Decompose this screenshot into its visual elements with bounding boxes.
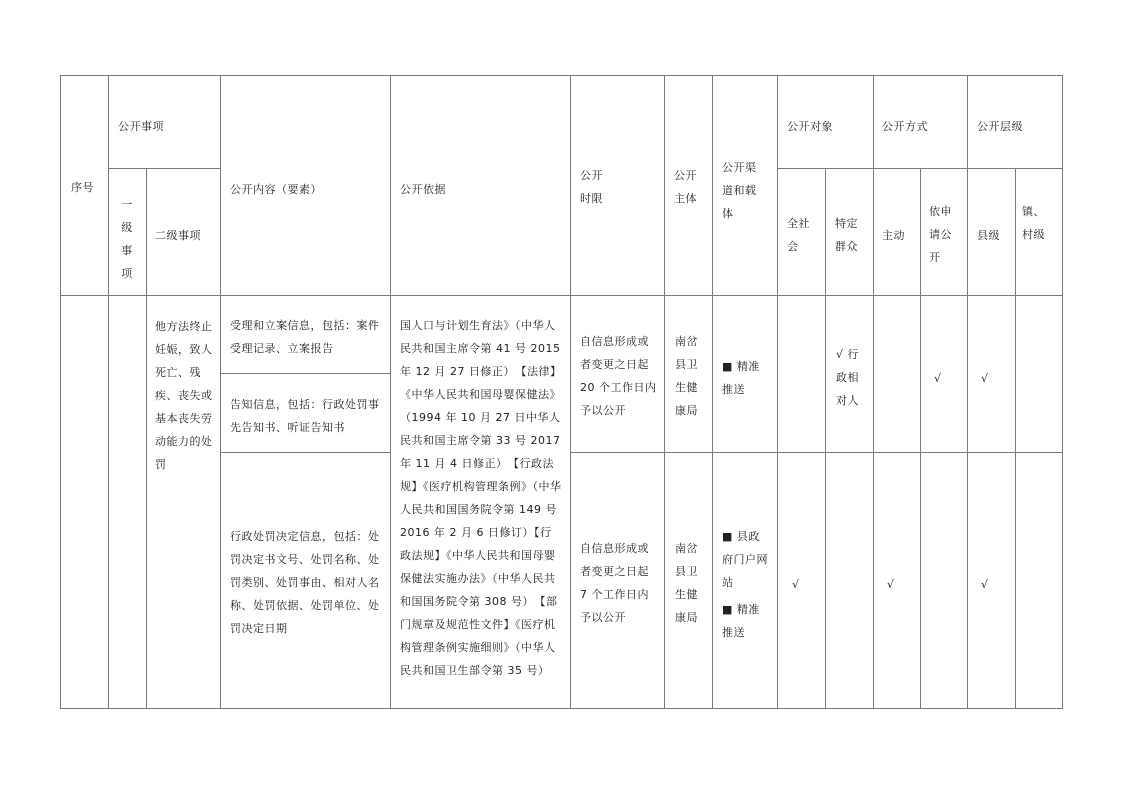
row-content-notice: 告知信息，包括：行政处罚事先告知书、听证告知书	[230, 398, 380, 434]
header-subject: 公开主体	[674, 169, 697, 205]
row-audience-specific-1: √ 行政相对人	[836, 348, 860, 407]
header-method: 公开方式	[882, 120, 928, 133]
row-check-county-2: √	[981, 578, 989, 591]
row-content-accept: 受理和立案信息，包括：案件受理记录、立案报告	[230, 319, 380, 355]
header-seq: 序号	[71, 181, 94, 194]
row-check-active-2: √	[887, 578, 895, 591]
header-items: 公开事项	[118, 120, 164, 133]
header-level2: 二级事项	[155, 229, 201, 242]
row-channel-2a: ■ 县政府门户网站	[722, 530, 768, 589]
row-channel-2b: ■ 精准推送	[722, 603, 760, 639]
row-check-request-1: √	[934, 372, 942, 385]
row-content-decision: 行政处罚决定信息，包括：处罚决定书文号、处罚名称、处罚类别、处罚事由、相对人名称、处罚依据、处罚单位、处罚决定日期	[230, 530, 380, 635]
row-time-limit-2: 自信息形成或者变更之日起 7 个工作日内予以公开	[580, 542, 649, 624]
header-method-active: 主动	[882, 229, 905, 242]
row-check-county-1: √	[981, 372, 989, 385]
header-audience: 公开对象	[787, 120, 833, 133]
row-item-level2: 他方法终止妊娠，致人死亡、残疾、丧失或基本丧失劳动能力的处罚	[155, 320, 213, 471]
header-audience-specific: 特定群众	[835, 217, 858, 253]
header-level1: 一级事项	[121, 198, 133, 280]
header-time-limit: 公开时限	[580, 169, 603, 205]
header-level: 公开层级	[977, 120, 1023, 133]
header-content: 公开内容（要素）	[230, 183, 322, 196]
header-level-town: 镇、村级	[1022, 205, 1045, 241]
header-method-request: 依申请公开	[929, 205, 952, 264]
row-basis: 国人口与计划生育法》（中华人民共和国主席令第 41 号 2015 年 12 月 27 日修正） 【法律】《中华人民共和国母婴保健法》（1994 年 10 月 27 日中华人民共和国主席令第 33 号 2017 年 11 月 4 日修正） 【行政法规】《医疗机构管理条例》（中华人民共和国国务院令第 149 号 2016 年 2 月 6 日修订）【行政法规】《中华人民共和国母婴保健法实施办法》（中华人民共和国国务院令第 308 号） 【部门规章及规范性文件】《医疗机构管理条例实施细则》（中华人民共和国卫生部令第 35 号）	[400, 319, 562, 677]
header-audience-all: 全社会	[787, 217, 810, 253]
header-level-county: 县级	[977, 229, 1000, 242]
row-time-limit-1: 自信息形成或者变更之日起 20 个工作日内予以公开	[580, 335, 657, 417]
row-channel-1: ■ 精准推送	[722, 360, 760, 396]
header-channel: 公开渠道和载体	[722, 161, 757, 220]
row-check-all-2: √	[792, 578, 800, 591]
row-subject-1: 南岔县卫生健康局	[675, 335, 698, 417]
header-basis: 公开依据	[400, 183, 446, 196]
row-subject-2: 南岔县卫生健康局	[675, 542, 698, 624]
